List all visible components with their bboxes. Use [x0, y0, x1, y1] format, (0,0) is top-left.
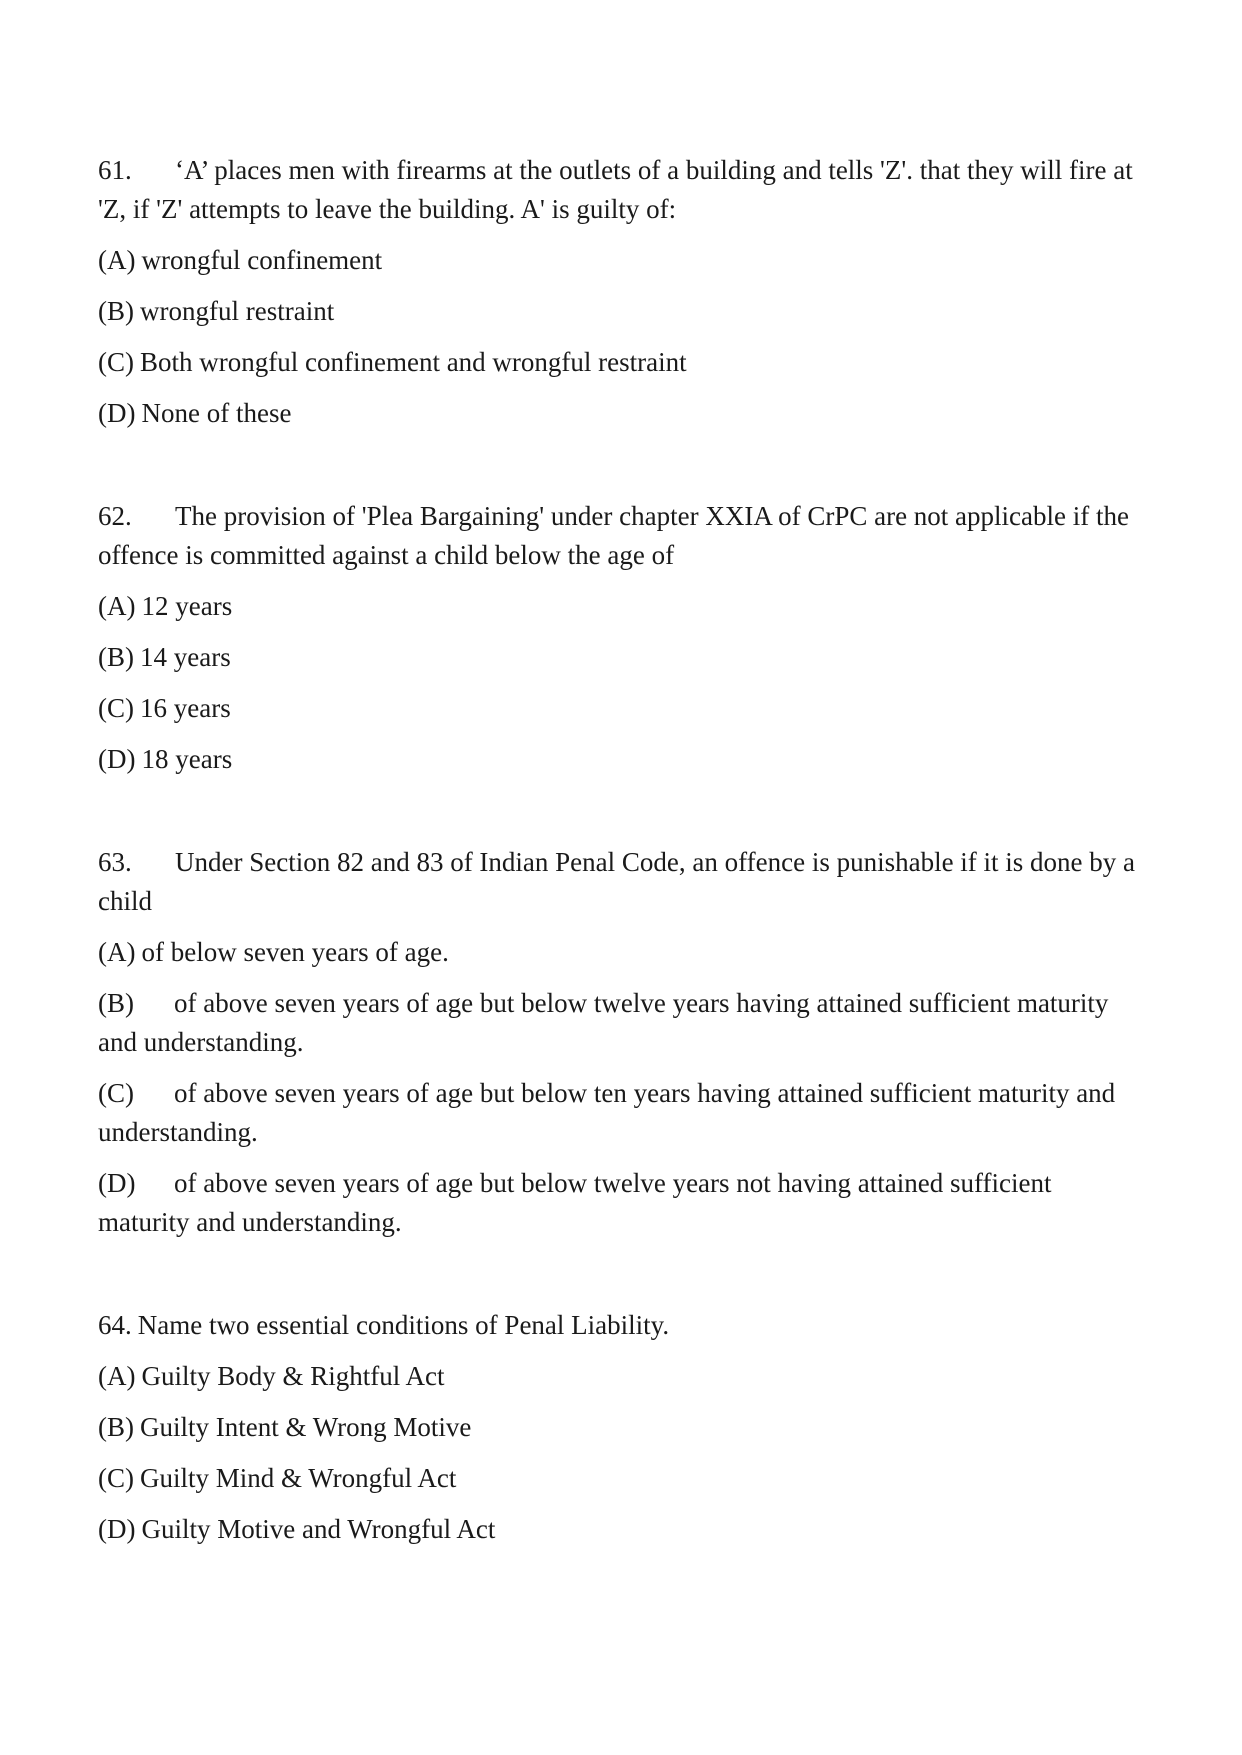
option-text: 16 years	[140, 693, 231, 723]
question-61	[98, 151, 1148, 433]
option-letter: (C)	[98, 693, 134, 723]
option-letter: (C)	[98, 1078, 134, 1108]
option-c	[98, 1074, 1148, 1152]
option-letter: (D)	[98, 1514, 136, 1544]
option-text: 12 years	[141, 591, 233, 621]
option-text: wrongful confinement	[141, 245, 383, 275]
option-c	[98, 343, 1148, 382]
option-text: Guilty Mind & Wrongful Act	[140, 1463, 457, 1493]
option-letter: (C)	[98, 347, 134, 377]
question-number: 61.	[98, 155, 132, 185]
option-text: Both wrongful confinement and wrongful restraint	[140, 347, 687, 377]
option-d	[98, 740, 1148, 779]
option-text: of above seven years of age but below twelve years not having attained sufficient maturity and understanding.	[98, 1168, 1052, 1237]
option-text: of above seven years of age but below twelve years having attained sufficient maturity and understanding.	[98, 988, 1109, 1057]
option-letter: (B)	[98, 988, 134, 1018]
option-b	[98, 1408, 1148, 1447]
question-text	[98, 497, 1148, 575]
option-letter: (D)	[98, 1168, 136, 1198]
option-letter: (D)	[98, 744, 136, 774]
option-b	[98, 984, 1148, 1062]
question-63	[98, 843, 1148, 1242]
question-number: 63.	[98, 847, 132, 877]
question-stem: ‘A’ places men with firearms at the outlets of a building and tells 'Z'. that they will fire at 'Z, if 'Z' attempts to leave the building. A' is guilty of:	[98, 155, 1133, 224]
option-letter: (A)	[98, 245, 136, 275]
option-c	[98, 1459, 1148, 1498]
option-text: Guilty Motive and Wrongful Act	[141, 1514, 496, 1544]
option-a	[98, 933, 1148, 972]
question-stem: The provision of 'Plea Bargaining' under chapter XXIA of CrPC are not applicable if the offence is committed against a child below the age of	[98, 501, 1129, 570]
option-text: of above seven years of age but below ten years having attained sufficient maturity and understanding.	[98, 1078, 1116, 1147]
option-letter: (A)	[98, 937, 136, 967]
option-letter: (A)	[98, 591, 136, 621]
option-letter: (D)	[98, 398, 136, 428]
option-letter: (C)	[98, 1463, 134, 1493]
option-a	[98, 241, 1148, 280]
option-letter: (B)	[98, 296, 134, 326]
question-text	[98, 843, 1148, 921]
option-text: of below seven years of age.	[141, 937, 449, 967]
option-text: 18 years	[141, 744, 233, 774]
option-d	[98, 1510, 1148, 1549]
option-text: wrongful restraint	[140, 296, 335, 326]
option-d	[98, 394, 1148, 433]
question-number: 62.	[98, 501, 132, 531]
option-letter: (B)	[98, 1412, 134, 1442]
question-64	[98, 1306, 1148, 1549]
question-text	[98, 151, 1148, 229]
option-text: 14 years	[140, 642, 231, 672]
question-text	[98, 1306, 1148, 1345]
option-letter: (A)	[98, 1361, 136, 1391]
option-b	[98, 292, 1148, 331]
question-number: 64.	[98, 1310, 132, 1340]
question-62	[98, 497, 1148, 779]
question-stem: Name two essential conditions of Penal Liability.	[137, 1310, 670, 1340]
option-c	[98, 689, 1148, 728]
option-a	[98, 587, 1148, 626]
option-a	[98, 1357, 1148, 1396]
question-stem: Under Section 82 and 83 of Indian Penal Code, an offence is punishable if it is done by a child	[98, 847, 1136, 916]
option-b	[98, 638, 1148, 677]
option-text: Guilty Body & Rightful Act	[141, 1361, 445, 1391]
option-d	[98, 1164, 1148, 1242]
option-text: None of these	[141, 398, 292, 428]
option-text: Guilty Intent & Wrong Motive	[140, 1412, 472, 1442]
option-letter: (B)	[98, 642, 134, 672]
